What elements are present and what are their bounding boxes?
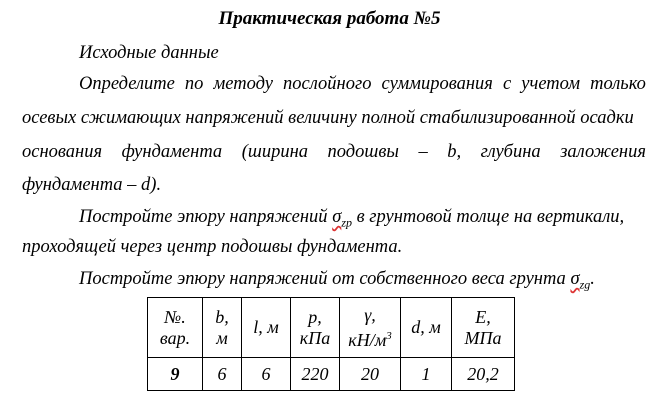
task1-line3: основания фундамента (ширина подошвы – b, глубина заложения [22, 142, 646, 162]
header-variant: №. вар. [148, 298, 203, 358]
table-row [148, 358, 515, 391]
task2-line1: Постройте эпюру напряжений $\sigma_{zp}$ в грунтовой толще на вертикали, [79, 207, 625, 230]
section-heading: Исходные данные [79, 43, 219, 63]
header-p: p, кПа [291, 298, 340, 358]
value-variant: 9 [148, 358, 203, 391]
task1-line1: Определите по методу послойного суммирования с учетом только [79, 74, 646, 94]
table-header-row [148, 298, 515, 358]
doc-title: Практическая работа №5 [218, 8, 441, 29]
header-gamma: γ, $кН/м^3$ [340, 298, 401, 358]
value-l: 6 [242, 358, 291, 391]
task1-line4: фундамента – d). [22, 175, 162, 195]
value-d: 1 [401, 358, 452, 391]
parameters-table [147, 297, 515, 391]
sigma-zg-symbol: $\sigma_{zg}$ [570, 269, 591, 292]
task3-line: Постройте эпюру напряжений от собственного веса грунта $\sigma_{zg}$. [79, 269, 595, 292]
task2-line2: проходящей через центр подошвы фундамента. [22, 237, 403, 257]
header-d: d, м [401, 298, 452, 358]
header-l: l, м [242, 298, 291, 358]
header-b: b, м [203, 298, 242, 358]
task1-line2: осевых сжимающих напряжений величину полной стабилизированной осадки [22, 108, 634, 128]
value-e: 20,2 [452, 358, 515, 391]
sigma-zp-symbol: $\sigma_{zp}$ [332, 207, 352, 230]
header-e: E, МПа [452, 298, 515, 358]
value-gamma: 20 [340, 358, 401, 391]
value-b: 6 [203, 358, 242, 391]
value-p: 220 [291, 358, 340, 391]
